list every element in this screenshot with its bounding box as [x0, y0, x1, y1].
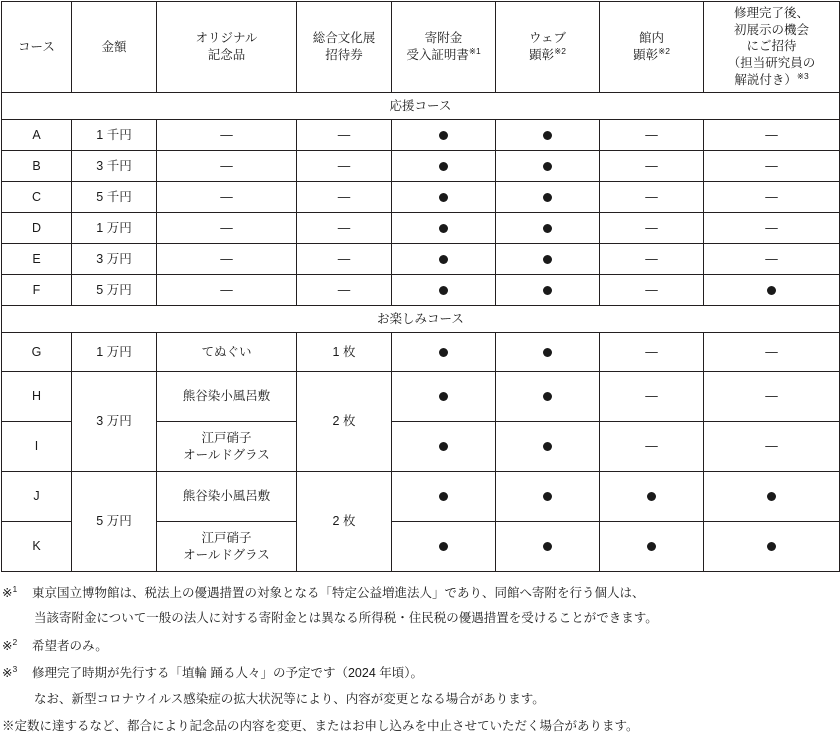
course-invitation: [704, 472, 840, 522]
course-certificate: [392, 244, 496, 275]
course-invitation: [704, 275, 840, 306]
footnote-3-line1: 修理完了時期が先行する「埴輪 踊る人々」の予定です（2024 年頃）。: [32, 666, 424, 681]
course-web-recognition: [496, 244, 600, 275]
course-web-recognition: [496, 333, 600, 372]
section-header-row-support: [2, 93, 840, 120]
course-invitation: —: [704, 151, 840, 182]
footnote-3-line2: なお、新型コロナウイルス感染症の拡大状況等により、内容が変更となる場合があります。: [34, 691, 545, 706]
course-gift: 江戸硝子 オールドグラス: [157, 422, 297, 472]
table-row: [2, 333, 840, 372]
filled-circle-icon: [767, 492, 776, 501]
filled-circle-icon: [439, 442, 448, 451]
table-row: [2, 213, 840, 244]
course-tickets: —: [297, 213, 392, 244]
filled-circle-icon: [439, 392, 448, 401]
course-code: D: [2, 213, 72, 244]
course-amount: 1 千円: [72, 120, 157, 151]
filled-circle-icon: [543, 492, 552, 501]
course-web-recognition: [496, 151, 600, 182]
filled-circle-icon: [439, 286, 448, 295]
header-exhibition-ticket: 総合文化展 招待券: [297, 2, 392, 93]
header-donation-certificate: 寄附金 受入証明書$^{※1}$: [392, 2, 496, 93]
footer-note: ※定数に達するなど、都合により記念品の内容を変更、またはお申し込みを中止させていただく場合があります。: [2, 718, 639, 733]
course-tickets: 2 枚: [297, 372, 392, 472]
course-hall-recognition: —: [600, 422, 704, 472]
course-amount: 3 万円: [72, 244, 157, 275]
course-gift: —: [157, 151, 297, 182]
filled-circle-icon: [439, 162, 448, 171]
course-code: B: [2, 151, 72, 182]
course-hall-recognition: [600, 472, 704, 522]
footnote-3: [2, 664, 840, 709]
course-invitation: —: [704, 213, 840, 244]
course-certificate: [392, 472, 496, 522]
table-row: [2, 151, 840, 182]
course-web-recognition: [496, 472, 600, 522]
section-title-support: 応援コース: [2, 93, 840, 120]
table-row: [2, 120, 840, 151]
table-header-row: [2, 2, 840, 93]
course-certificate: [392, 333, 496, 372]
course-gift: 熊谷染小風呂敷: [157, 472, 297, 522]
course-invitation: —: [704, 182, 840, 213]
course-gift: —: [157, 275, 297, 306]
course-amount: 5 千円: [72, 182, 157, 213]
course-code: I: [2, 422, 72, 472]
filled-circle-icon: [543, 348, 552, 357]
course-code: A: [2, 120, 72, 151]
course-certificate: [392, 213, 496, 244]
course-invitation: —: [704, 244, 840, 275]
table-row: [2, 275, 840, 306]
filled-circle-icon: [543, 162, 552, 171]
filled-circle-icon: [439, 255, 448, 264]
course-web-recognition: [496, 275, 600, 306]
course-hall-recognition: —: [600, 182, 704, 213]
course-tickets: —: [297, 151, 392, 182]
donation-courses-table: [1, 1, 840, 572]
course-invitation: —: [704, 372, 840, 422]
course-certificate: [392, 182, 496, 213]
course-hall-recognition: —: [600, 213, 704, 244]
course-certificate: [392, 522, 496, 572]
course-code: C: [2, 182, 72, 213]
section-header-row-enjoy: [2, 306, 840, 333]
course-certificate: [392, 151, 496, 182]
course-amount: 1 万円: [72, 213, 157, 244]
course-amount: 5 万円: [72, 275, 157, 306]
filled-circle-icon: [543, 442, 552, 451]
course-hall-recognition: —: [600, 275, 704, 306]
course-code: G: [2, 333, 72, 372]
filled-circle-icon: [439, 131, 448, 140]
footnote-2: [2, 637, 840, 656]
course-web-recognition: [496, 213, 600, 244]
course-gift: —: [157, 213, 297, 244]
course-web-recognition: [496, 422, 600, 472]
filled-circle-icon: [647, 542, 656, 551]
course-gift: 江戸硝子 オールドグラス: [157, 522, 297, 572]
header-web-recognition-note: ※2: [554, 45, 566, 56]
course-tickets: —: [297, 244, 392, 275]
filled-circle-icon: [439, 348, 448, 357]
header-amount: [72, 2, 157, 93]
header-hall-recognition-note: ※2: [658, 45, 670, 56]
footnotes: [2, 584, 840, 736]
filled-circle-icon: [543, 542, 552, 551]
course-invitation: [704, 522, 840, 572]
table-row: [2, 472, 840, 522]
footnote-3-body: [32, 664, 840, 709]
course-tickets: —: [297, 182, 392, 213]
footnote-1: [2, 584, 840, 629]
footnote-1-line1: 東京国立博物館は、税法上の優遇措置の対象となる「特定公益増進法人」であり、同館へ寄附を行う個人は、: [32, 586, 645, 600]
course-hall-recognition: —: [600, 372, 704, 422]
filled-circle-icon: [647, 492, 656, 501]
header-course-label: コース: [18, 39, 55, 54]
course-web-recognition: [496, 522, 600, 572]
table-row: [2, 372, 840, 422]
section-title-enjoy: お楽しみコース: [2, 306, 840, 333]
header-first-exhibition-invitation-note: ※3: [796, 71, 809, 82]
header-amount-label: 金額: [101, 39, 127, 54]
filled-circle-icon: [439, 492, 448, 501]
header-donation-certificate-note: ※1: [468, 45, 481, 56]
course-web-recognition: [496, 372, 600, 422]
filled-circle-icon: [543, 224, 552, 233]
footnote-2-body: [32, 637, 840, 656]
course-certificate: [392, 372, 496, 422]
filled-circle-icon: [543, 286, 552, 295]
header-original-gift: オリジナル 記念品: [157, 2, 297, 93]
course-amount: 3 千円: [72, 151, 157, 182]
footnote-2-line1: 希望者のみ。: [32, 638, 108, 653]
course-invitation: —: [704, 333, 840, 372]
filled-circle-icon: [439, 193, 448, 202]
course-gift: —: [157, 244, 297, 275]
footnote-1-mark: ※$^1$: [2, 583, 18, 600]
course-certificate: [392, 120, 496, 151]
course-code: J: [2, 472, 72, 522]
header-course: [2, 2, 72, 93]
course-invitation: —: [704, 120, 840, 151]
filled-circle-icon: [543, 131, 552, 140]
footnote-3-mark: ※$^3$: [2, 663, 18, 681]
filled-circle-icon: [543, 255, 552, 264]
footnote-1-line2: 当該寄附金について一般の法人に対する寄附金とは異なる所得税・住民税の優遇措置を受けることができます。: [34, 611, 658, 626]
course-code: E: [2, 244, 72, 275]
course-code: K: [2, 522, 72, 572]
course-amount: 1 万円: [72, 333, 157, 372]
course-gift: 熊谷染小風呂敷: [157, 372, 297, 422]
footnote-1-body: [32, 584, 840, 629]
course-web-recognition: [496, 182, 600, 213]
filled-circle-icon: [767, 286, 776, 295]
course-web-recognition: [496, 120, 600, 151]
course-tickets: 2 枚: [297, 472, 392, 572]
document-page: [0, 1, 840, 733]
table-row: [2, 244, 840, 275]
course-hall-recognition: —: [600, 151, 704, 182]
course-code: H: [2, 372, 72, 422]
header-web-recognition: ウェブ 顕彰$^{※2}$: [496, 2, 600, 93]
course-hall-recognition: —: [600, 333, 704, 372]
course-amount: 3 万円: [72, 372, 157, 472]
course-invitation: —: [704, 422, 840, 472]
table-row: [2, 182, 840, 213]
course-certificate: [392, 422, 496, 472]
course-gift: てぬぐい: [157, 333, 297, 372]
filled-circle-icon: [543, 392, 552, 401]
course-gift: —: [157, 120, 297, 151]
filled-circle-icon: [767, 542, 776, 551]
course-code: F: [2, 275, 72, 306]
header-first-exhibition-invitation: 修理完了後、 初展示の機会 にご招待 （担当研究員の 解説付き）$^{※3}$: [704, 2, 840, 93]
course-tickets: —: [297, 120, 392, 151]
course-hall-recognition: —: [600, 244, 704, 275]
course-hall-recognition: [600, 522, 704, 572]
filled-circle-icon: [543, 193, 552, 202]
filled-circle-icon: [439, 542, 448, 551]
course-tickets: —: [297, 275, 392, 306]
course-tickets: 1 枚: [297, 333, 392, 372]
course-certificate: [392, 275, 496, 306]
header-hall-recognition: 館内 顕彰$^{※2}$: [600, 2, 704, 93]
filled-circle-icon: [439, 224, 448, 233]
course-amount: 5 万円: [72, 472, 157, 572]
course-gift: —: [157, 182, 297, 213]
course-hall-recognition: —: [600, 120, 704, 151]
footnote-2-mark: ※$^2$: [2, 636, 18, 653]
